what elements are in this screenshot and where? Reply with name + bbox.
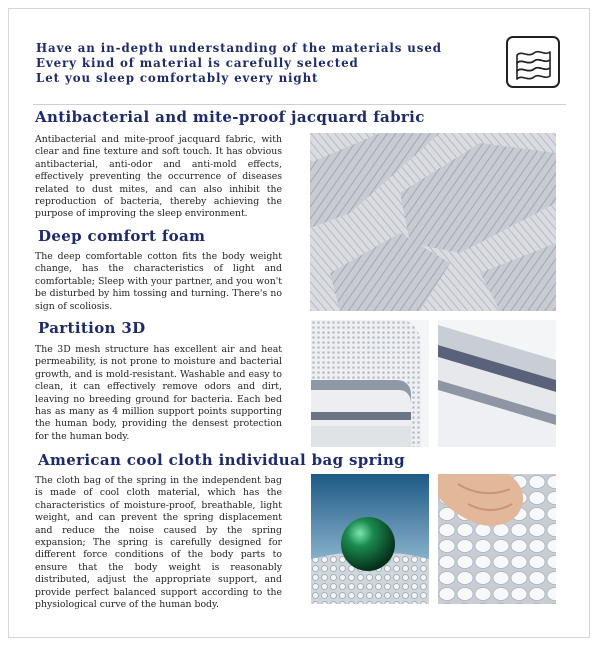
hand-pocket-spring-image <box>438 474 556 604</box>
section-title: Antibacterial and mite-proof jacquard fabric <box>35 108 425 126</box>
fabric-layers-icon <box>506 36 560 88</box>
intro-block <box>36 41 442 86</box>
intro-line: Let you sleep comfortably every night <box>36 71 319 85</box>
intro-line: Have an in-depth understanding of the materials used <box>36 41 442 55</box>
section-text: The 3D mesh structure has excellent air and heat permeability, is not prone to moisture and bacterial growth, and is mold-resistant. Washable and easy to clean, it can effectively remove odors and dirt, leaving no breeding ground for bacteria. Each bed has as many as 4 million support points supporting the human body, providing the densest protection for the human body. <box>35 344 282 442</box>
section-text: The cloth bag of the spring in the independent bag is made of cool cloth material, which has the characteristics of moisture-proof, breathable, light weight, and can prevent the spring displacement and reduce the noise caused by the spring expansion; The spring is carefully designed for different force conditions of the body parts to ensure that the body weight is reasonably distributed, adjust the appropriate support, and provide perfect balanced support according to the physiological curve of the human body. <box>35 475 282 611</box>
section-title: Deep comfort foam <box>38 227 206 245</box>
divider <box>33 104 566 105</box>
section-title: Partition 3D <box>38 319 146 337</box>
jacquard-fabric-image <box>310 133 556 311</box>
section-title: American cool cloth individual bag spring <box>38 451 406 469</box>
mattress-3d-edge-image <box>311 320 429 447</box>
section-text: Antibacterial and mite-proof jacquard fabric, with clear and fine texture and soft touch. It has obvious antibacterial, anti-odor and anti-mold effects, effectively preventing the occurrence of diseases related to dust mites, and can also inhibit the reproduction of bacteria, thereby achieving the purpose of improving the sleep environment. <box>35 134 282 220</box>
green-sphere-spring-image <box>311 474 429 604</box>
mattress-layer-image <box>438 320 556 447</box>
section-text: The deep comfortable cotton fits the body weight change, has the characteristics of light and comfortable; Sleep with your partner, and you won't be disturbed by him tossing and turning. There's no sign of scoliosis. <box>35 251 282 312</box>
intro-line: Every kind of material is carefully selected <box>36 56 359 70</box>
